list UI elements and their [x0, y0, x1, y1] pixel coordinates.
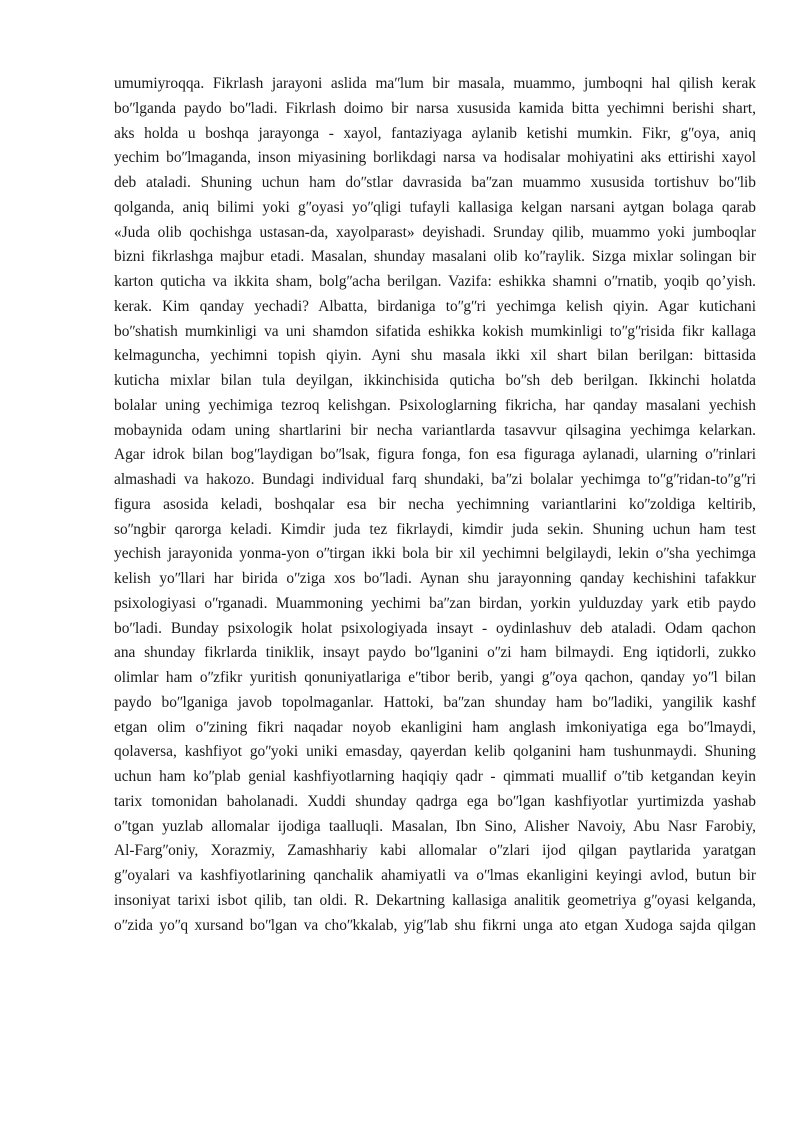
text-line: olimlar ham oʺzfikr yuritish qonuniyatlariga eʺtibor berib, yangi gʺoya qachon, qanday yoʺl bilan — [114, 669, 756, 686]
text-line: bolalar uning yechimiga tezroq kelishgan. Psixologlarning fikricha, har qanday masalani yechish — [114, 396, 756, 414]
text-line: tarix tomonidan baholanadi. Xuddi shunday qadrga ega boʺlgan kashfiyotlar yurtimizda yashab — [114, 792, 756, 810]
text-line: karton quticha va ikkita sham, bolgʺacha berilgan. Vazifa: eshikka shamni oʺrnatib, yoqib qo’yish. — [114, 273, 756, 290]
text-line: kerak. Kim qanday yechadi? Albatta, birdaniga toʺgʺri yechimga kelish qiyin. Agar kutichani — [114, 297, 756, 315]
text-line: yechish jarayonida yonma-yon oʺtirgan ikki bola bir xil yechimni belgilaydi, lekin oʺsha yechimga — [114, 545, 756, 563]
text-line: boʺshatish mumkinligi va uni shamdon sifatida eshikka kokish mumkinligi toʺgʺrisida fikr kallaga — [114, 322, 756, 340]
text-line: boʺladi. Bunday psixologik holat psixologiyada insayt - oydinlashuv deb ataladi. Odam qachon — [114, 619, 756, 637]
text-line: kelish yoʺllari har birida oʺziga xos boʺladi. Aynan shu jarayonning qanday kechishini tafakkur — [114, 570, 756, 587]
text-line: ana shunday fikrlarda tiniklik, insayt paydo boʺlganini oʺzi ham bilmaydi. Eng iqtidorli, zukko — [114, 644, 756, 662]
text-line: figura asosida keladi, boshqalar esa bir necha yechimning variantlarini koʺzoldiga keltirib, — [114, 495, 756, 513]
text-line: almashadi va hakozo. Bundagi individual farq shundaki, baʺzi bolalar yechimga toʺgʺridan-toʺgʺri — [114, 471, 757, 488]
text-line: gʺoyalari va kashfiyotlarining qanchalik ahamiyatli va oʺlmas ekanligini keyingi avlod, butun bir — [114, 867, 756, 884]
text-line: umumiyroqqa. Fikrlash jarayoni aslida maʺlum bir masala, muammo, jumboqni hal qilish kerak — [114, 75, 756, 92]
text-line: uchun ham koʺplab genial kashfiyotlarning haqiqiy qadr - qimmati muallif oʺtib ketgandan keyin — [114, 768, 756, 785]
text-line: soʺngbir qarorga keladi. Kimdir juda tez fikrlaydi, kimdir juda sekin. Shuning uchun ham test — [114, 520, 757, 538]
body-text — [114, 72, 756, 938]
text-line: «Juda olib qochishga ustasan-da, xayolparast» deyishadi. Srunday qilib, muammo yoki jumboqlar — [114, 223, 756, 241]
text-line: Agar idrok bilan bogʺlaydigan boʺlsak, figura fonga, fon esa figuraga aylanadi, ularning oʺrinlari — [114, 446, 756, 464]
text-line: qolaversa, kashfiyot goʺyoki uniki emasday, qayerdan kelib qolganini ham tushunmaydi. Shuning — [114, 743, 756, 761]
text-line: bizni fikrlashga majbur etadi. Masalan, shunday masalani olib koʺraylik. Sizga mixlar solingan bir — [114, 248, 756, 266]
text-line: etgan olim oʺzining fikri naqadar noyob ekanligini ham anglash imkoniyatiga ega boʺlmaydi, — [114, 718, 756, 736]
text-line: yechim boʺlmaganda, inson miyasining borlikdagi narsa va hodisalar mohiyatini aks ettirishi xayol — [114, 149, 757, 167]
text-line: psixologiyasi oʺrganadi. Muammoning yechimi baʺzan birdan, yorkin yulduzday yark etib paydo — [114, 594, 756, 612]
text-line: qolganda, aniq bilimi yoki gʺoyasi yoʺqligi tufayli kallasiga kelgan narsani aytgan bolaga qarab — [114, 198, 756, 216]
text-line: aks holda u boshqa jarayonga - xayol, fantaziyaga aylanib ketishi mumkin. Fikr, gʺoya, aniq — [114, 124, 756, 142]
text-line: kuticha mixlar bilan tula deyilgan, ikkinchisida quticha boʺsh deb berilgan. Ikkinchi holatda — [114, 372, 756, 389]
text-line: paydo boʺlganiga javob topolmaganlar. Hattoki, baʺzan shunday ham boʺladiki, yangilik kashf — [114, 693, 757, 711]
text-line: Al-Fargʺoniy, Xorazmiy, Zamashhariy kabi allomalar oʺzlari ijod qilgan paytlarida yaratgan — [114, 842, 756, 860]
text-line: boʺlganda paydo boʺladi. Fikrlash doimo bir narsa xususida kamida bitta yechimni berishi shart, — [114, 99, 756, 117]
text-line: deb ataladi. Shuning uchun ham doʺstlar davrasida baʺzan muammo xususida tortishuv boʺlib — [114, 174, 756, 191]
text-line: oʺzida yoʺq xursand boʺlgan va choʺkkalab, yigʺlab shu fikrni unga ato etgan Xudoga sajda qilgan — [114, 916, 756, 934]
text-line: kelmaguncha, yechimni topish qiyin. Ayni shu masala ikki xil shart bilan berilgan: bittasida — [114, 347, 756, 365]
text-line: oʺtgan yuzlab allomalar ijodiga taalluqli. Masalan, Ibn Sino, Alisher Navoiy, Abu Nasr Farobiy, — [114, 817, 756, 835]
text-line: insoniyat tarixi isbot qilib, tan oldi. R. Dekartning kallasiga analitik geometriya gʺoyasi kelganda, — [114, 891, 756, 909]
text-line: mobaynida odam uning shartlarini bir necha variantlarda tasavvur qilsagina yechimga kelarkan. — [114, 421, 756, 439]
